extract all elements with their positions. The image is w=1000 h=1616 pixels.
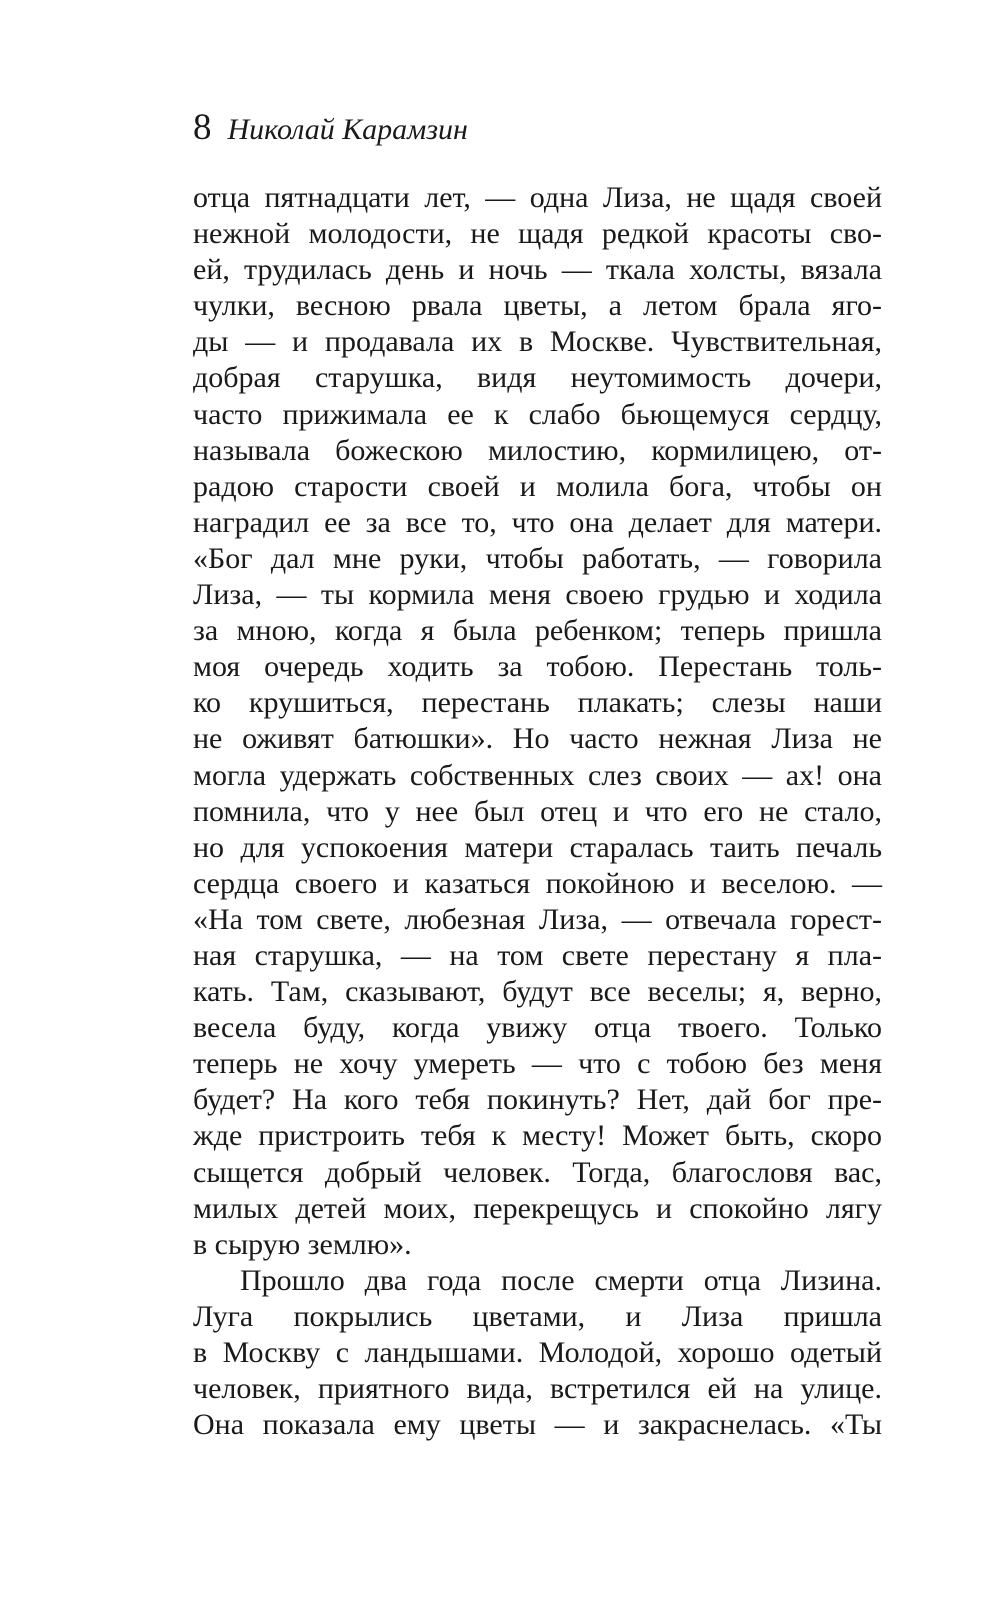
- text-line: часто прижимала ее к слабо бьющемуся сердцу,: [193, 397, 882, 431]
- text-line: теперь не хочу умереть — что с тобою без меня: [193, 1047, 882, 1081]
- text-line: Прошло два года после смерти отца Лизина.: [240, 1263, 882, 1297]
- text-line: добрая старушка, видя неутомимость дочери,: [193, 361, 882, 395]
- text-line: сыщется добрый человек. Тогда, благословя вас,: [193, 1155, 882, 1189]
- text-line: не оживят батюшки». Но часто нежная Лиза не: [193, 722, 882, 756]
- text-line: но для успокоения матери старалась таить печаль: [193, 830, 882, 864]
- text-line: Луга покрылись цветами, и Лиза пришла: [193, 1299, 882, 1333]
- text-line: «Бог дал мне руки, чтобы работать, — говорила: [193, 541, 882, 575]
- running-head: [193, 108, 468, 150]
- text-line: жде пристроить тебя к месту! Может быть, скоро: [193, 1119, 882, 1153]
- text-line: ей, трудилась день и ночь — ткала холсты, вязала: [193, 253, 882, 287]
- text-line: ная старушка, — на том свете перестану я пла-: [193, 938, 882, 972]
- text-line: моя очередь ходить за тобою. Перестань толь-: [193, 650, 882, 684]
- text-line: милых детей моих, перекрещусь и спокойно лягу: [193, 1191, 882, 1225]
- text-line: Лиза, — ты кормила меня своею грудью и ходила: [193, 578, 882, 612]
- text-line: весела буду, когда увижу отца твоего. Только: [193, 1011, 882, 1045]
- text-line: в сырую землю».: [193, 1227, 412, 1261]
- text-line: «На том свете, любезная Лиза, — отвечала горест-: [193, 902, 882, 936]
- text-line: будет? На кого тебя покинуть? Нет, дай бог пре-: [193, 1083, 882, 1117]
- text-line: в Москву с ландышами. Молодой, хорошо одетый: [193, 1336, 882, 1369]
- text-line: ды — и продавала их в Москве. Чувствительная,: [193, 325, 882, 359]
- text-line: помнила, что у нее был отец и что его не стало,: [193, 794, 882, 828]
- page-number: 8: [193, 107, 212, 148]
- text-line: чулки, весною рвала цветы, а летом брала яго-: [193, 289, 882, 323]
- text-line: нежной молодости, не щадя редкой красоты сво-: [193, 217, 882, 251]
- text-line: наградил ее за все то, что она делает для матери.: [193, 505, 882, 539]
- running-head-author: Николай Карамзин: [227, 113, 468, 146]
- text-line: радою старости своей и молила бога, чтобы он: [193, 469, 882, 503]
- text-line: могла удержать собственных слез своих — ах! она: [193, 758, 882, 792]
- text-line: кать. Там, сказывают, будут все веселы; я, верно,: [193, 975, 882, 1009]
- text-line: ко крушиться, перестань плакать; слезы наши: [193, 686, 882, 720]
- text-line: называла божескою милостию, кормилицею, от-: [193, 433, 882, 467]
- text-line: Она показала ему цветы — и закраснелась. «Ты: [193, 1408, 882, 1442]
- text-line: сердца своего и казаться покойною и веселою. —: [193, 866, 882, 900]
- text-line: человек, приятного вида, встретился ей на улице.: [193, 1372, 882, 1406]
- body-text: [193, 180, 882, 1443]
- text-line: за мною, когда я была ребенком; теперь пришла: [193, 614, 882, 648]
- text-line: отца пятнадцати лет, — одна Лиза, не щадя своей: [193, 181, 882, 214]
